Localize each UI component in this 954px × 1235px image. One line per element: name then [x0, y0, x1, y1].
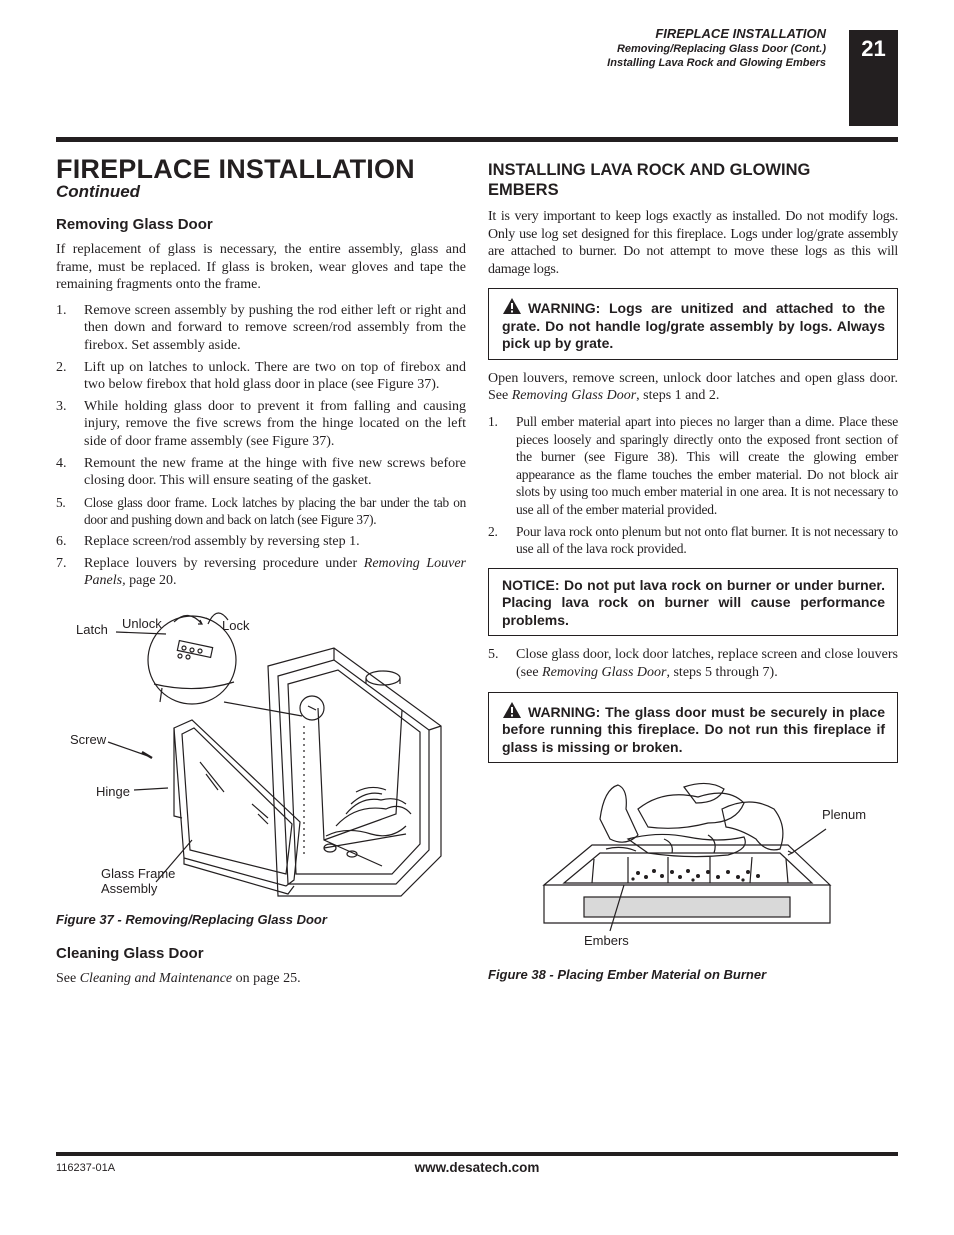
website-link[interactable]: www.desatech.com: [414, 1160, 540, 1175]
notice-box: NOTICE: Do not put lava rock on burner or under burner. Placing lava rock on burner will cause performance problems.: [488, 568, 898, 637]
step-number: 7.: [56, 555, 67, 571]
label-latch: Latch: [76, 621, 108, 637]
running-header: [607, 26, 826, 69]
step-number: 5.: [56, 494, 66, 510]
figure-38-drawing: [488, 779, 898, 959]
continued-label: Continued: [56, 182, 141, 201]
step-number: 6.: [56, 533, 67, 549]
warning-icon: [502, 297, 522, 315]
page-number: 21: [849, 30, 898, 126]
removing-step-7: [56, 555, 466, 590]
removing-step-6: [56, 533, 466, 551]
lava-rock-heading-line2: EMBERS: [488, 181, 559, 199]
header-sub2: Installing Lava Rock and Glowing Embers: [607, 57, 826, 69]
step-text: Remount the new frame at the hinge with five new screws before closing door. This will ensure seating of the gasket.: [84, 455, 466, 489]
removing-step-2: [56, 359, 466, 394]
step-text: While holding glass door to prevent it from falling and causing injury, remove the five screws from the hinge located on the left side of door frame assembly (see Figure 37).: [84, 398, 466, 449]
step-number: 1.: [56, 302, 67, 318]
step-text: page 20.: [125, 573, 177, 589]
figure-37-caption: Figure 37 - Removing/Replacing Glass Door: [56, 911, 327, 927]
label-glass-frame-line2: Assembly: [101, 880, 158, 896]
warning-1-text: WARNING: Logs are unitized and attached to the grate. Do not handle log/grate assembly by logs. Always pick up by grate.: [502, 300, 885, 352]
log-left: [600, 785, 638, 842]
page-title: FIREPLACE INSTALLATION: [56, 154, 415, 184]
log-center: [638, 793, 744, 828]
open-ref: Removing Glass Door: [511, 388, 637, 404]
warning-2-text: WARNING: The glass door must be securely in place before running this fireplace. Do not run this fireplace if glass is missing or broken.: [502, 703, 885, 755]
label-unlock: Unlock: [122, 615, 162, 631]
removing-step-4: [56, 455, 466, 490]
right-column: [488, 150, 898, 982]
lava-rock-heading-line1: INSTALLING LAVA ROCK AND GLOWING: [488, 161, 811, 179]
open-louvers-text: [488, 370, 898, 405]
step-text: Pour lava rock onto plenum but not onto flat burner. It is not necessary to use all of the lava rock provided.: [516, 523, 898, 557]
removing-glass-door-heading: Removing Glass Door: [56, 216, 213, 233]
left-column: [56, 150, 466, 991]
removing-intro: If replacement of glass is necessary, the entire assembly, glass and frame, must be replaced. If glass is broken, wear gloves and tape the remaining fragments onto the frame.: [56, 242, 466, 293]
step-text: Replace louvers by reversing procedure under: [84, 555, 364, 571]
step-number: 3.: [56, 398, 67, 414]
label-glass-frame: [101, 866, 175, 896]
step-number: 4.: [56, 455, 67, 471]
label-screw: Screw: [70, 731, 107, 747]
step-number: 2.: [488, 523, 498, 539]
lava-rock-step-5: [488, 646, 898, 681]
warning-box-2: [488, 692, 898, 764]
step-text: Replace screen/rod assembly by reversing step 1.: [84, 533, 360, 549]
lava-step-2: [488, 523, 898, 558]
document-number: 116237-01A: [56, 1162, 116, 1174]
cleaning-after: on page 25.: [232, 970, 301, 986]
vent-collar: [366, 671, 400, 685]
lava-rock-steps: [488, 413, 898, 558]
figure-37-drawing: [56, 604, 466, 904]
label-plenum: Plenum: [822, 807, 867, 822]
removing-step-3: [56, 398, 466, 451]
warning-icon: [502, 701, 522, 719]
step-text: Close glass door, lock door latches, replace screen and close louvers (see: [516, 647, 898, 680]
open-after: , steps 1 and 2.: [636, 388, 720, 404]
log-right: [722, 802, 783, 850]
figure-38-caption: Figure 38 - Placing Ember Material on Burner: [488, 967, 767, 982]
footer-rule: [56, 1152, 898, 1156]
cleaning-text: [56, 970, 466, 988]
step-number: 5.: [488, 647, 499, 663]
removing-steps: [56, 302, 466, 590]
cleaning-ref: Cleaning and Maintenance: [79, 970, 233, 986]
open-before: Open louvers, remove screen, unlock door latches and open glass door. See: [488, 370, 898, 404]
label-lock: Lock: [222, 617, 250, 633]
label-embers: Embers: [584, 933, 629, 948]
removing-step-1: [56, 302, 466, 355]
embers-material: [631, 869, 760, 882]
label-hinge: Hinge: [96, 783, 130, 799]
plenum-leader: [792, 829, 826, 853]
step-text: Pull ember material apart into pieces no larger than a dime. Place these pieces loosely and sparingly directly onto the exposed front section of the burner (see Figure 38). This will create the glowing ember appearance as the flame touches the ember material. Do not block air slots by using too much ember material in one area. It is not necessary to use all of the ember material provided.: [516, 414, 898, 518]
lava-rock-heading: [488, 160, 898, 200]
removing-step-5: [56, 494, 466, 529]
lava-rock-intro: It is very important to keep logs exactly as installed. Do not modify logs. Only use log set designed for this fireplace. Logs under log/grate assembly are attached to burner. Do not attempt to move these logs as this will damage logs.: [488, 209, 898, 277]
header-sub1: Removing/Replacing Glass Door (Cont.): [616, 43, 826, 55]
label-glass-frame-line1: Glass Frame: [101, 865, 176, 881]
step-ref: Removing Louver Panels,: [84, 555, 466, 589]
lava-step-5: [488, 646, 898, 681]
figure-38: [488, 779, 898, 959]
lava-step-1: [488, 413, 898, 519]
figure-37: [56, 604, 466, 904]
step-text: Close glass door frame. Lock latches by placing the bar under the tab on door and pushing down and back on latch (see Figure 37).: [84, 494, 466, 528]
cleaning-glass-door-heading: Cleaning Glass Door: [56, 944, 204, 962]
step-text: , steps 5 through 7).: [666, 664, 778, 680]
firebox-outline: [268, 648, 441, 896]
warning-box-1: [488, 288, 898, 360]
step-text: Lift up on latches to unlock. There are two on top of firebox and two below firebox that hold glass door in place (see Figure 37).: [84, 359, 466, 393]
header-section: FIREPLACE INSTALLATION: [655, 26, 826, 41]
step-ref: Removing Glass Door: [542, 664, 667, 680]
step-number: 2.: [56, 359, 67, 375]
step-text: Remove screen assembly by pushing the rod either left or right and then down and forward to remove screen/rod assembly from the firebox. Set assembly aside.: [84, 302, 466, 353]
cleaning-before: See: [56, 970, 80, 986]
step-number: 1.: [488, 414, 498, 430]
firebox-front: [278, 660, 429, 884]
header-rule: [56, 137, 898, 142]
